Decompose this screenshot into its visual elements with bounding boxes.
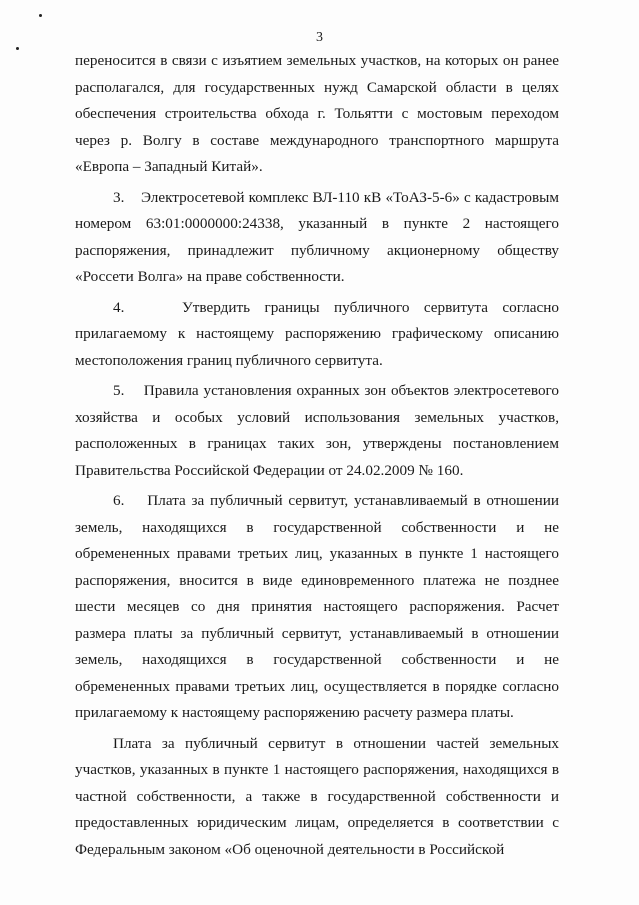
paragraph-item-3: 3. Электросетевой комплекс ВЛ-110 кВ «ТоАЗ-5-6» с кадастровым номером 63:01:0000000:24338, указанный в пункте 2 настоящего распоряжения, принадлежит публичному акционерному обществу «Россети Волга» на праве собственности. (75, 188, 559, 285)
page-number: 3 (316, 30, 323, 45)
scan-speck (39, 14, 42, 17)
paragraph-continuation: переносится в связи с изъятием земельных участков, на которых он ранее располагался, для государственных нужд Самарской области в целях обеспечения строительства обхода г. Тольятти с мостовым переходом через р. Волгу в составе международного транспортного маршрута «Европа – Западный Китай». (75, 52, 559, 175)
scan-speck (16, 47, 19, 50)
paragraph-item-6-continuation: Плата за публичный сервитут в отношении частей земельных участков, указанных в пункте 1 настоящего распоряжения, находящихся в частной собственности, а также в государственной собственности и предоставленных юридическим лицам, определяется в соответствии с Федеральным законом «Об оценочной деятельности в Российской (75, 734, 559, 858)
paragraph-item-4: 4. Утвердить границы публичного сервитута согласно прилагаемому к настоящему распоряжению графическому описанию местоположения границ публичного сервитута. (75, 298, 559, 369)
document-body (75, 48, 559, 863)
paragraph-item-5: 5. Правила установления охранных зон объектов электросетевого хозяйства и особых условий использования земельных участков, расположенных в границах таких зон, утверждены постановлением Правительства Российской Федерации от 24.02.2009 № 160. (75, 382, 559, 479)
paragraph-item-6: 6. Плата за публичный сервитут, устанавливаемый в отношении земель, находящихся в государственной собственности и не обремененных правами третьих лиц, указанных в пункте 1 настоящего распоряжения, вносится в виде единовременного платежа не позднее шести месяцев со дня принятия настоящего распоряжения. Расчет размера платы за публичный сервитут, устанавливаемый в отношении земель, находящихся в государственной собственности и не обремененных правами третьих лиц, осуществляется в порядке согласно прилагаемому к настоящему распоряжению расчету размера платы. (75, 492, 559, 721)
